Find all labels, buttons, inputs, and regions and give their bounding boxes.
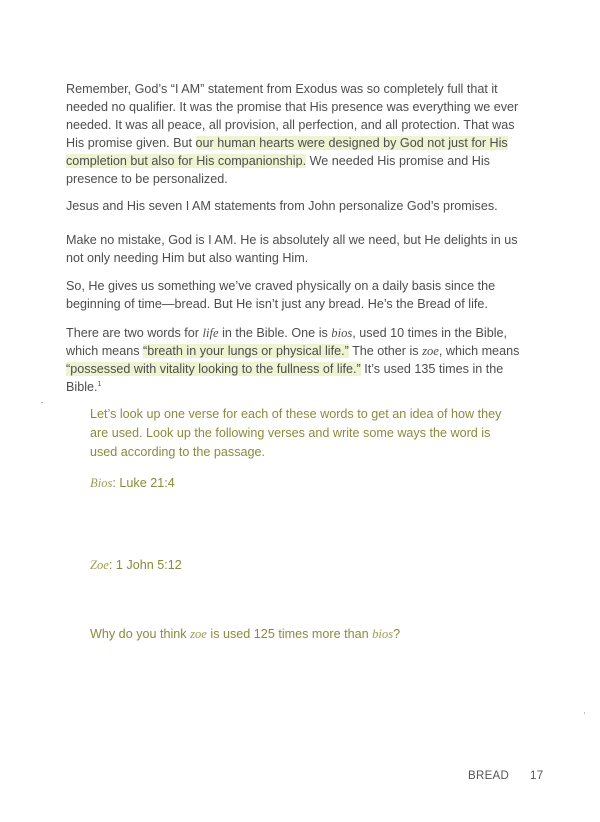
study-prompt: Let’s look up one verse for each of these words to get an idea of how they are used. Look up the following verses and write some ways the word is used according to the passage. (90, 407, 502, 459)
text: It’s used 135 times in the Bible. (66, 362, 504, 394)
italic-word: Bios (90, 476, 113, 490)
highlight: our human hearts were designed by God not just for His completion but also for His companionship. (66, 136, 508, 168)
scan-speck (584, 712, 585, 714)
highlight: “breath in your lungs or physical life.” (143, 344, 349, 358)
paragraph-bread: So, He gives us something we’ve craved physically on a daily basis since the beginning of time—bread. But He isn’t just any bread. He’s the Bread of life. (66, 279, 496, 311)
text: in the Bible. One is (218, 326, 332, 340)
text: , which means (438, 344, 520, 358)
text: is used 125 times more than (206, 627, 373, 641)
footnote-marker: 1 (97, 380, 102, 388)
paragraph-personalize: Jesus and His seven I AM statements from John personalize God’s promises. (66, 199, 498, 213)
question (90, 627, 400, 642)
text: Remember, God’s “I AM” statement from Exodus was so completely full that it needed no qualifier. It was the promise that His presence was everything we ever needed. It was all peace, all provision, all perfection, and all protection. That was His promise given. But (66, 82, 519, 150)
paragraph-two-words (66, 324, 536, 396)
bios-verse-label (90, 476, 175, 491)
page-number: 17 (530, 770, 544, 782)
zoe-verse-label (90, 558, 182, 573)
scan-speck (41, 402, 43, 403)
text: , used 10 times in the Bible, which means (66, 326, 508, 358)
verse-ref: : 1 John 5:12 (108, 558, 182, 572)
highlight: “possessed with vitality looking to the fullness of life.” (66, 362, 361, 376)
italic-word: zoe (422, 344, 439, 358)
text: The other is (348, 344, 423, 358)
paragraph-make-no-mistake: Make no mistake, God is I AM. He is absolutely all we need, but He delights in us not only needing Him but also wanting Him. (66, 233, 518, 265)
text: We needed His promise and His presence to be personalized. (66, 154, 490, 186)
paragraph-i-am (66, 80, 536, 188)
running-footer-section: BREAD (468, 770, 510, 782)
verse-ref: : Luke 21:4 (112, 476, 175, 490)
text: Why do you think (90, 627, 191, 641)
text: There are two words for (66, 326, 203, 340)
italic-word: bios (331, 326, 353, 340)
text: ? (393, 627, 401, 641)
italic-word: Zoe (90, 558, 109, 572)
italic-word: zoe (190, 627, 207, 641)
italic-word: bios (372, 627, 394, 641)
italic-word: life (202, 326, 219, 340)
